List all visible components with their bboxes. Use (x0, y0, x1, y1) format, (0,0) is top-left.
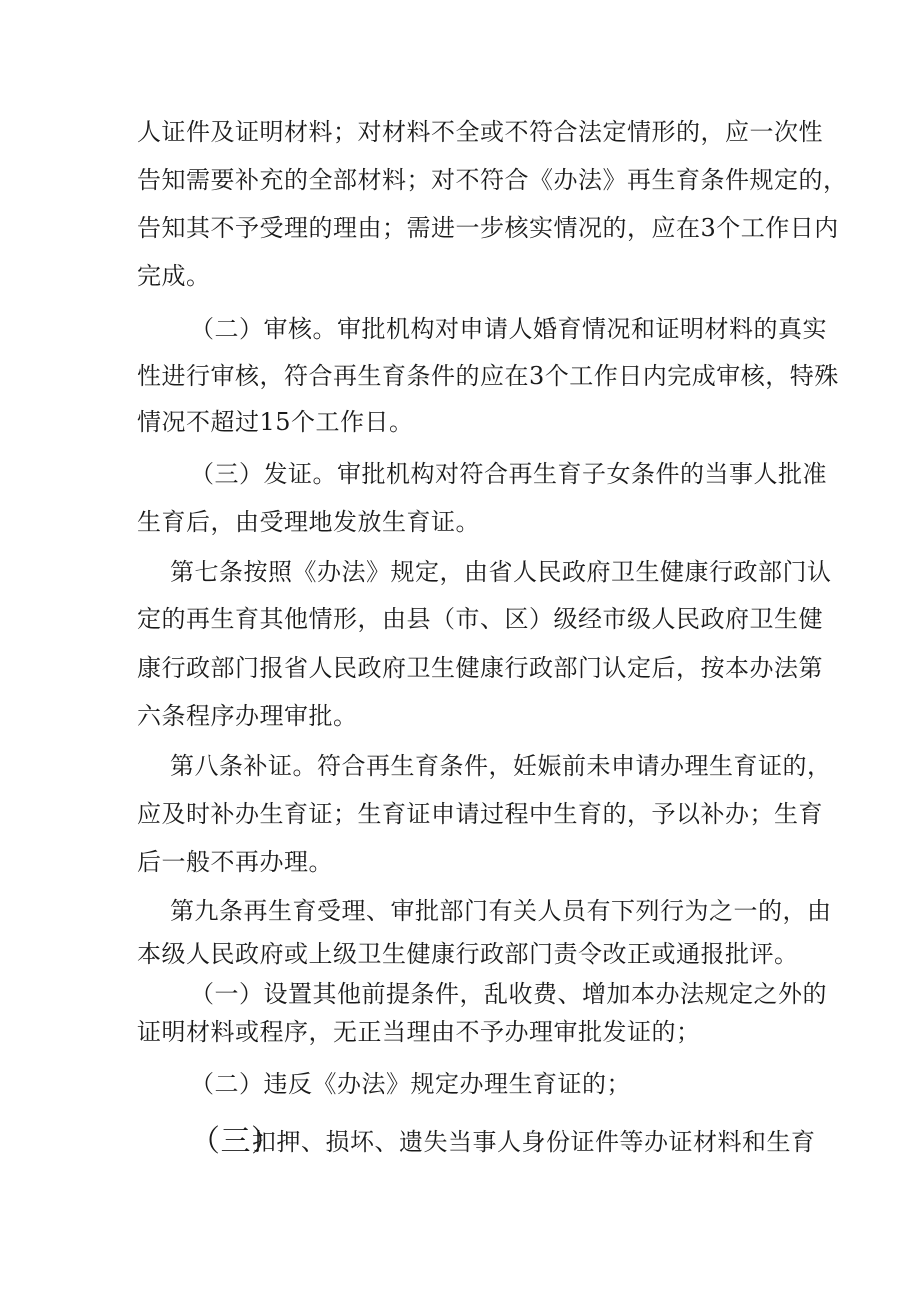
paragraph-1-line-2: 告知需要补充的全部材料；对不符合《办法》再生育条件规定的， (137, 166, 848, 194)
paragraph-1-line-1: 人证件及证明材料；对材料不全或不符合法定情形的，应一次性 (137, 118, 823, 146)
paragraph-5-line-2: 应及时补办生育证；生育证申请过程中生育的，予以补办；生育 (137, 800, 823, 828)
paragraph-4-line-2: 定的再生育其他情形，由县（市、区）级经市级人民政府卫生健 (137, 605, 823, 633)
paragraph-2-line-1: （二）审核。审批机构对申请人婚育情况和证明材料的真实 (190, 315, 827, 343)
paragraph-7-line-2: 证明材料或程序，无正当理由不予办理审批发证的； (137, 1018, 701, 1046)
paragraph-7-line-1: （一）设置其他前提条件，乱收费、增加本办法规定之外的 (190, 980, 827, 1008)
paragraph-9-marker: （三） (190, 1124, 282, 1159)
paragraph-6-line-1: 第九条再生育受理、审批部门有关人员有下列行为之一的，由 (170, 897, 832, 925)
paragraph-6-line-2: 本级人民政府或上级卫生健康行政部门责令改正或通报批评。 (137, 940, 799, 968)
paragraph-9-line-1: 扣押、损坏、遗失当事人身份证件等办证材料和生育 (252, 1128, 816, 1156)
paragraph-8-line-1: （二）违反《办法》规定办理生育证的； (190, 1070, 631, 1098)
paragraph-1-line-3: 告知其不予受理的理由；需进一步核实情况的，应在3个工作日内 (137, 214, 839, 242)
paragraph-2-line-3: 情况不超过15个工作日。 (137, 408, 414, 436)
paragraph-3-line-2: 生育后，由受理地发放生育证。 (137, 508, 480, 536)
paragraph-4-line-1: 第七条按照《办法》规定，由省人民政府卫生健康行政部门认 (170, 558, 832, 586)
paragraph-5-line-1: 第八条补证。符合再生育条件，妊娠前未申请办理生育证的， (170, 752, 832, 780)
paragraph-4-line-3: 康行政部门报省人民政府卫生健康行政部门认定后，按本办法第 (137, 654, 823, 682)
paragraph-3-line-1: （三）发证。审批机构对符合再生育子女条件的当事人批准 (190, 460, 827, 488)
paragraph-2-line-2: 性进行审核，符合再生育条件的应在3个工作日内完成审核，特殊 (137, 362, 839, 390)
paragraph-1-line-4: 完成。 (137, 262, 211, 290)
paragraph-4-line-4: 六条程序办理审批。 (137, 702, 358, 730)
paragraph-5-line-3: 后一般不再办理。 (137, 848, 333, 876)
